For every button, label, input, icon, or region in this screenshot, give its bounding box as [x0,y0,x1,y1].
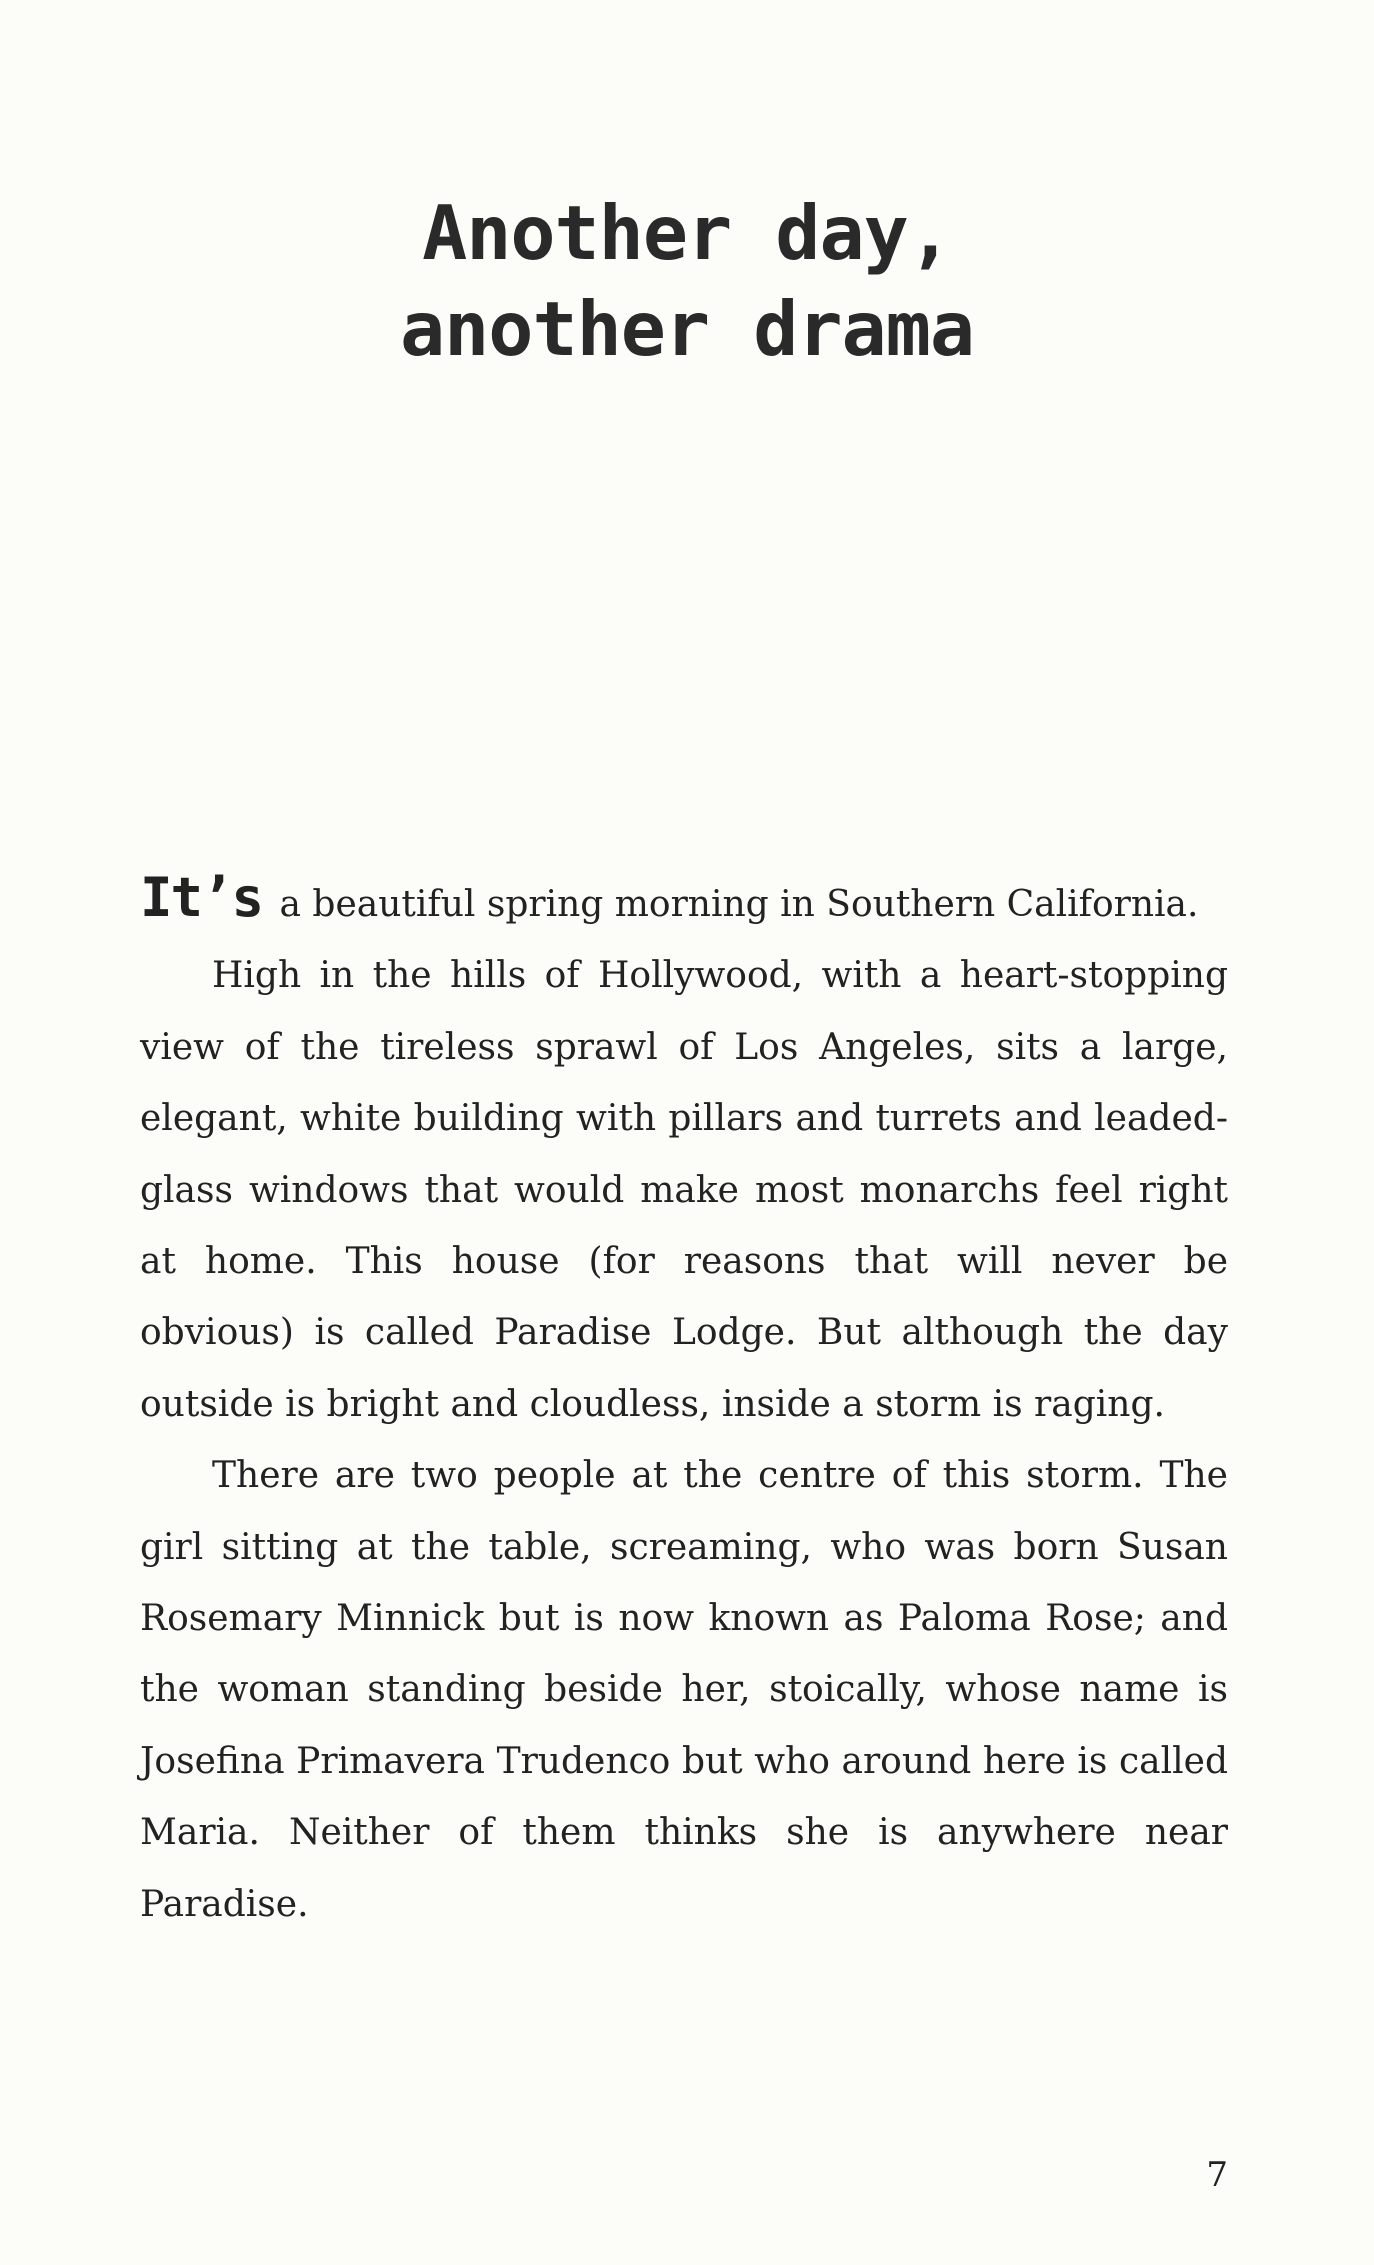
chapter-title-line-2: another drama [400,285,974,373]
paragraph-2: High in the hills of Hollywood, with a heart-stopping view of the tireless sprawl of Los Angeles, sits a large, elegant, white building with pillars and turrets and leaded-glass windows that would make most monarchs feel right at home. This house (for reasons that will never be obvious) is called Paradise Lodge. But although the day outside is bright and cloudless, inside a storm is raging. [140,955,1228,1425]
chapter-title [0,185,1374,377]
lead-in-word: It’s [140,866,263,929]
paragraph-3: There are two people at the centre of this storm. The girl sitting at the table, screaming, who was born Susan Rosemary Minnick but is now known as Paloma Rose; and the woman standing beside her, stoically, whose name is Josefina Primavera Trudenco but who around here is called Maria. Neither of them thinks she is anywhere near Paradise. [140,1455,1228,1925]
page-number: 7 [1206,2155,1228,2195]
chapter-body [140,862,1228,1940]
paragraph-1 [140,862,1228,940]
chapter-title-line-1: Another day, [422,189,952,277]
paragraph-1-text: a beautiful spring morning in Southern California. [279,884,1199,925]
